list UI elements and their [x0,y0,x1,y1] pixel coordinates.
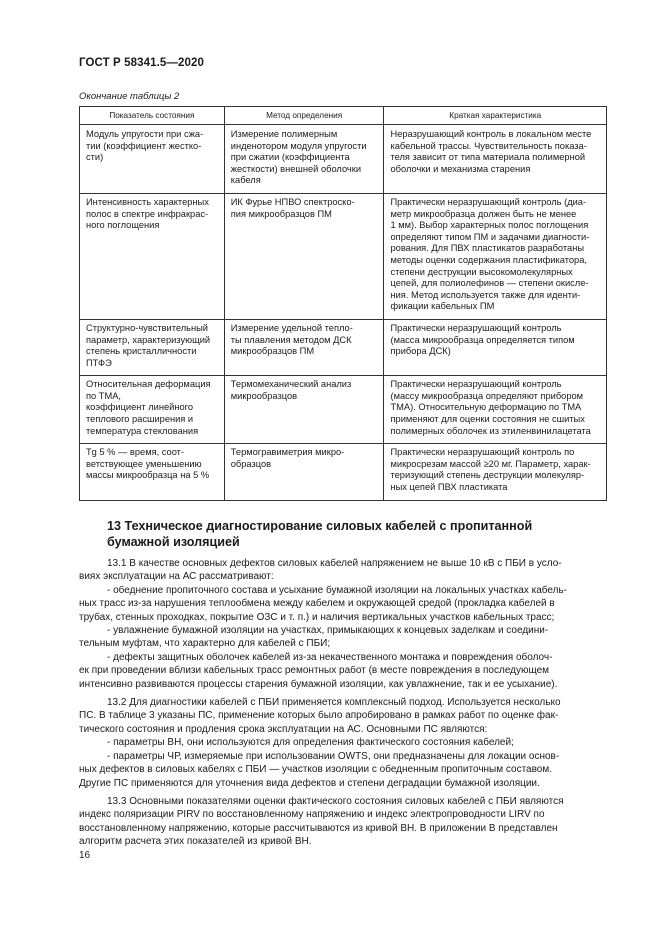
paragraph: 13.1 В качестве основных дефектов силовых кабелей напряжением не выше 10 кВ с ПБИ в усло- виях эксплуатации на АС рассматривают: [79,558,562,583]
table-row [80,193,607,319]
section-heading: 13 Техническое диагностирование силовых кабелей с пропитанной бумажной изоляцией [107,519,533,549]
table-row [80,376,607,444]
characteristics-table [79,106,607,501]
section-body [79,557,607,849]
cell-indicator: Относительная деформация по ТМА, коэффициент линейного теплового расширения и температура стеклования [80,376,225,444]
cell-description: Практически неразрушающий контроль (массу микрообразца определяют прибором ТМА). Относительную деформацию по ТМА применяют для оценки состояния не сшитых полимерных оболочек из этиленвинилацетата [384,376,607,444]
document-code: ГОСТ Р 58341.5—2020 [79,57,204,69]
table-row [80,319,607,375]
list-item: - увлажнение бумажной изоляции на участках, примыкающих к концевых заделкам и соедини- тельным муфтам, что характерно для кабелей с ПБИ; [79,625,549,650]
cell-method: Термомеханический анализ микрообразцов [224,376,384,444]
list-item: - обеднение пропиточного состава и усыхание бумажной изоляции на локальных участках кабель- ных трасс из-за нарушения теплообмена между кабелем и окружающей средой (прокладка кабелей в трубах, стенных проходках, покрытие ОЗС и т. п.) и наличия вертикальных участков кабельных трасс; [79,584,568,623]
cell-indicator: Структурно-чувствительный параметр, характеризующий степень кристалличности ПТФЭ [80,319,225,375]
cell-description: Неразрушающий контроль в локальном месте кабельной трассы. Чувствительность показа- теля зависит от типа материала полимерной оболочки и механизма старения [384,125,607,194]
column-header-method: Метод определения [224,107,384,125]
table-caption: Окончание таблицы 2 [79,91,180,102]
column-header-indicator: Показатель состояния [80,107,225,125]
cell-description: Практически неразрушающий контроль (диа- метр микрообразца должен быть не менее 1 мм). Выбор характерных полос поглощения определяют типом ПМ и задачами диагности- рования. Для ПВХ пластикатов разработаны методы оценки содержания пластификатора, степени деструкции высокомолекулярных цепей, для полиолефинов — степени окисле- ния. Метод используется также для иденти- фикации кабельных ПМ [384,193,607,319]
column-header-description: Краткая характеристика [384,107,607,125]
cell-method: Измерение удельной тепло- ты плавления методом ДСК микрообразцов ПМ [224,319,384,375]
table-header-row [80,107,607,125]
cell-method: Термогравиметрия микро- образцов [224,444,384,500]
cell-indicator: Модуль упругости при сжа- тии (коэффициент жестко- сти) [80,125,225,194]
list-item: - дефекты защитных оболочек кабелей из-за некачественного монтажа и повреждения оболоч- ек при проведении вблизи кабельных трасс ремонтных работ (в месте повреждения в последующем интенсивно развиваются процессы старения бумажной изоляции, как увлажнение, так и ее усыхание). [79,651,558,690]
cell-description: Практически неразрушающий контроль по микросрезам массой ≥20 мг. Параметр, харак- теризующий степень деструкции молекуляр- ных цепей ПВХ пластиката [384,444,607,500]
paragraph: 13.3 Основными показателями оценки фактического состояния силовых кабелей с ПБИ являются индекс поляризации PIRV по восстановленному напряжению и индекс электропроводности LIRV по восстановленному напряжению, которые рассчитываются из кривой ВН. В приложении В представлен алгоритм расчета этих показателей из кривой ВН. [79,795,564,848]
table-row [80,125,607,194]
cell-indicator: Интенсивность характерных полос в спектре инфракрас- ного поглощения [80,193,225,319]
cell-method: ИК Фурье НПВО спектроско- пия микрообразцов ПМ [224,193,384,319]
table-row [80,444,607,500]
cell-indicator: Tg 5 % — время, соот- ветствующее уменьшению массы микрообразца на 5 % [80,444,225,500]
paragraph: 13.2 Для диагностики кабелей с ПБИ применяется комплексный подход. Используется несколько ПС. В таблице 3 указаны ПС, применение которых было апробировано в рамках работ по оценке фак- тического состояния и продления срока эксплуатации на АС. Основными ПС являются: [79,697,561,735]
cell-description: Практически неразрушающий контроль (масса микрообразца определяется типом прибора ДСК) [384,319,607,375]
cell-method: Измерение полимерным инденотором модуля упругости при сжатии (коэффициента жесткости) внешней оболочки кабеля [224,125,384,194]
page-number: 16 [79,850,91,861]
list-item: - параметры ВН, они используются для определения фактического состояния кабелей; [107,737,514,749]
list-item: - параметры ЧР, измеряемые при использовании OWTS, они предназначены для локации основ- ных дефектов в силовых кабелях с ПБИ — участков изоляции с обедненным пропиточным составом. Другие ПС применяются для уточнения вида дефектов и степени деградации бумажной изоляции. [79,750,560,789]
